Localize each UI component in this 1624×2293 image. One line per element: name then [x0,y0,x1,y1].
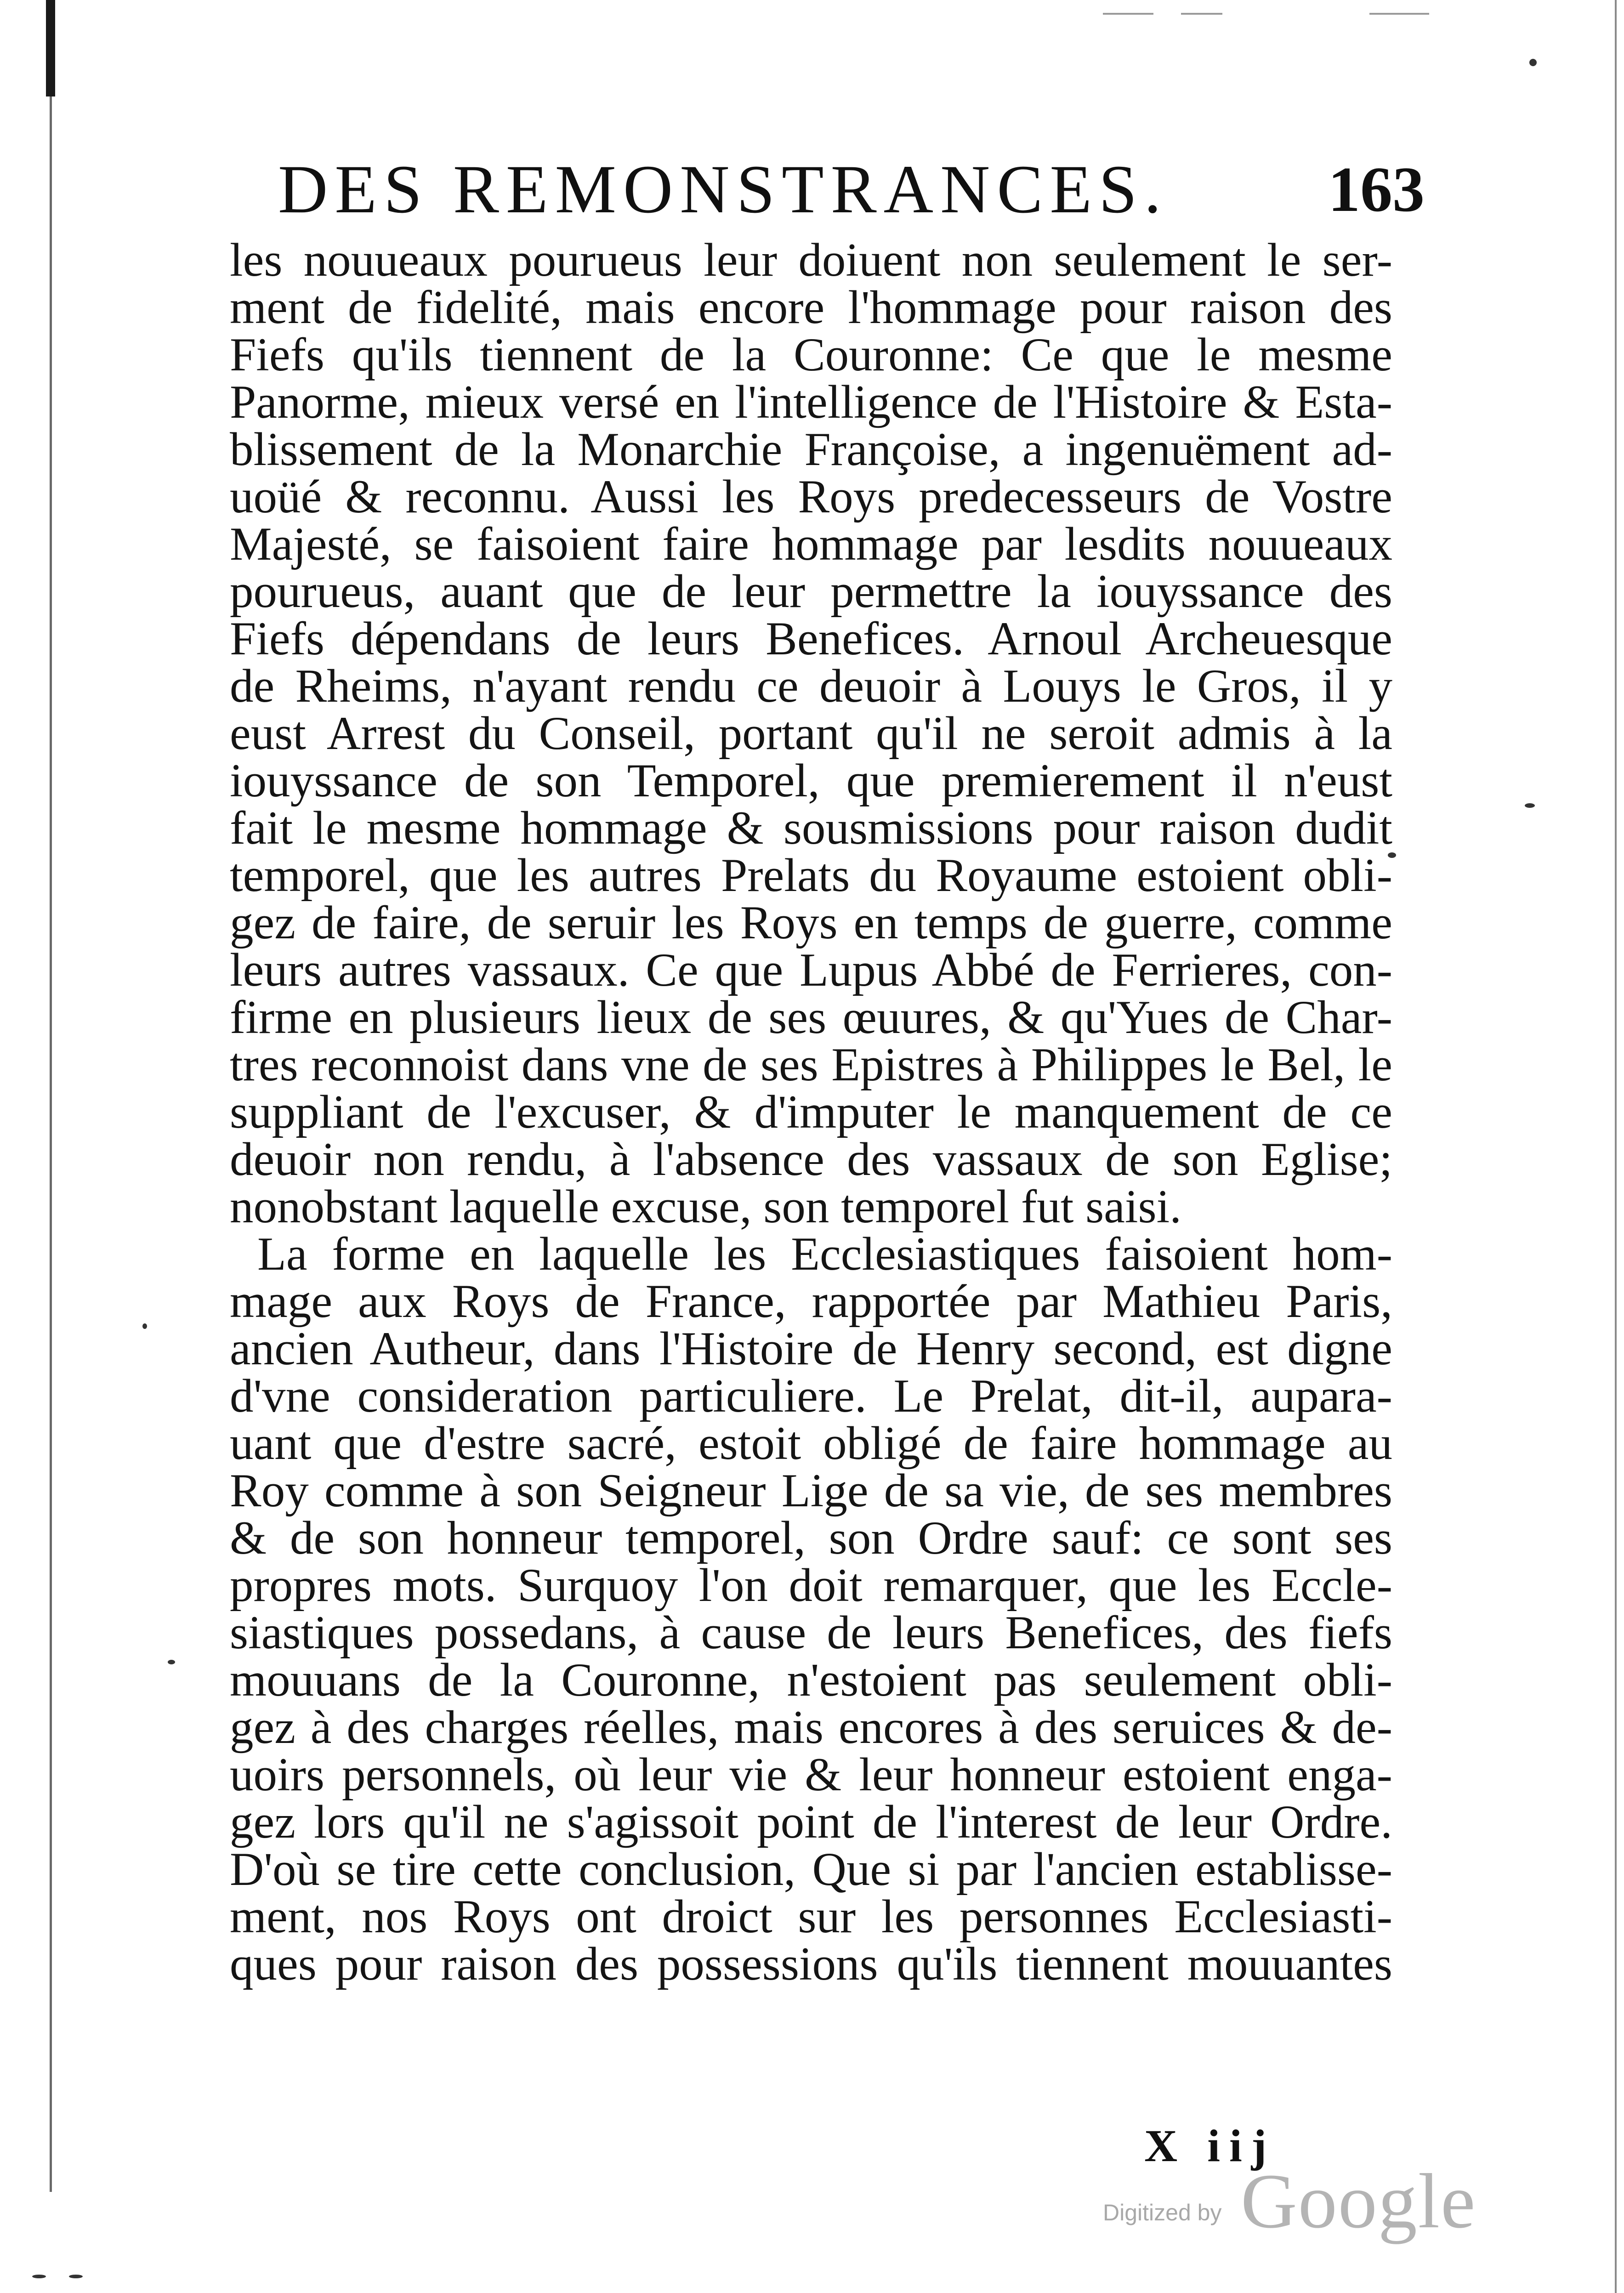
text-line: uant que d'estre sacré, estoit obligé de faire hommage au [230,1417,1392,1470]
text-line: pourueus, auant que de leur permettre la iouyssance des [230,565,1392,618]
scan-edge-top [1369,13,1429,15]
text-line: Fiefs qu'ils tiennent de la Couronne: Ce que le mesme [230,329,1392,381]
running-head: DES REMONSTRANCES. [278,151,1168,227]
text-line: Fiefs dépendans de leurs Benefices. Arnoul Archeuesque [230,613,1392,665]
text-line: iouyssance de son Temporel, que premierement il n'eust [230,755,1392,807]
text-line: firme en plusieurs lieux de ses œuures, & qu'Yues de Char- [230,991,1392,1044]
text-line: D'où se tire cette conclusion, Que si par l'ancien establisse- [230,1843,1392,1896]
scan-edge-left [46,0,55,96]
speck [1529,59,1537,66]
watermark-prefix: Digitized by [1103,2200,1222,2225]
scan-edge-right [1615,0,1617,2293]
text-line: ques pour raison des possessions qu'ils tiennent mouuantes [230,1938,1392,1990]
text-line: les nouueaux pourueus leur doiuent non seulement le ser- [230,234,1392,286]
page-number: 163 [1328,154,1425,225]
speck [168,1660,175,1664]
text-line: fait le mesme hommage & sousmissions pour raison dudit [230,802,1392,854]
signature-mark: X iij [1144,2120,1276,2171]
google-logo: Google [1241,2158,1476,2244]
text-line: d'vne consideration particuliere. Le Prelat, dit-il, aupara- [230,1370,1392,1422]
text-line: siastiques possedans, à cause de leurs Benefices, des fiefs [230,1606,1392,1659]
text-line: tres reconnoist dans vne de ses Epistres à Philippes le Bel, le [230,1039,1392,1091]
text-line: gez lors qu'il ne s'agissoit point de l'interest de leur Ordre. [230,1796,1392,1848]
text-line: nonobstant laquelle excuse, son temporel fut saisi. [230,1181,1181,1233]
text-line: deuoir non rendu, à l'absence des vassaux de son Eglise; [230,1133,1392,1186]
text-line: leurs autres vassaux. Ce que Lupus Abbé de Ferrieres, con- [230,944,1392,996]
text-line: uoüé & reconnu. Aussi les Roys predecesseurs de Vostre [230,471,1392,523]
scan-edge-top [1181,13,1222,15]
text-line: blissement de la Monarchie Françoise, a ingenuëment ad- [230,423,1392,476]
speck [1525,803,1535,808]
text-line: temporel, que les autres Prelats du Royaume estoient obli- [230,849,1392,902]
text-line: ment, nos Roys ont droict sur les personnes Ecclesiasti- [230,1890,1392,1943]
text-line: ment de fidelité, mais encore l'hommage pour raison des [230,281,1392,334]
text-line: La forme en laquelle les Ecclesiastiques faisoient hom- [257,1228,1392,1280]
speck [69,2275,83,2278]
scan-edge-top [1103,13,1153,15]
text-line: gez à des charges réelles, mais encores à des seruices & de- [230,1701,1392,1754]
text-line: suppliant de l'excuser, & d'imputer le manquement de ce [230,1086,1392,1138]
text-line: mage aux Roys de France, rapportée par Mathieu Paris, [230,1275,1392,1328]
speck [32,2275,46,2278]
google-watermark [1103,2155,1476,2247]
text-line: Majesté, se faisoient faire hommage par lesdits nouueaux [230,518,1392,570]
text-line: ancien Autheur, dans l'Histoire de Henry second, est digne [230,1322,1392,1375]
body-text [230,234,1392,1990]
text-line: mouuans de la Couronne, n'estoient pas seulement obli- [230,1654,1392,1706]
scan-edge-left-line [50,96,52,2192]
text-line: gez de faire, de seruir les Roys en temps de guerre, comme [230,897,1392,949]
text-line: uoirs personnels, où leur vie & leur honneur estoient enga- [230,1748,1392,1801]
text-line: propres mots. Surquoy l'on doit remarquer, que les Eccle- [230,1559,1392,1612]
text-line: de Rheims, n'ayant rendu ce deuoir à Louys le Gros, il y [230,660,1392,712]
text-line: eust Arrest du Conseil, portant qu'il ne seroit admis à la [230,707,1392,760]
text-line: Panorme, mieux versé en l'intelligence de l'Histoire & Esta- [230,376,1392,428]
text-line: & de son honneur temporel, son Ordre sauf: ce sont ses [230,1512,1392,1564]
speck [142,1323,147,1329]
text-line: Roy comme à son Seigneur Lige de sa vie, de ses membres [230,1464,1392,1517]
